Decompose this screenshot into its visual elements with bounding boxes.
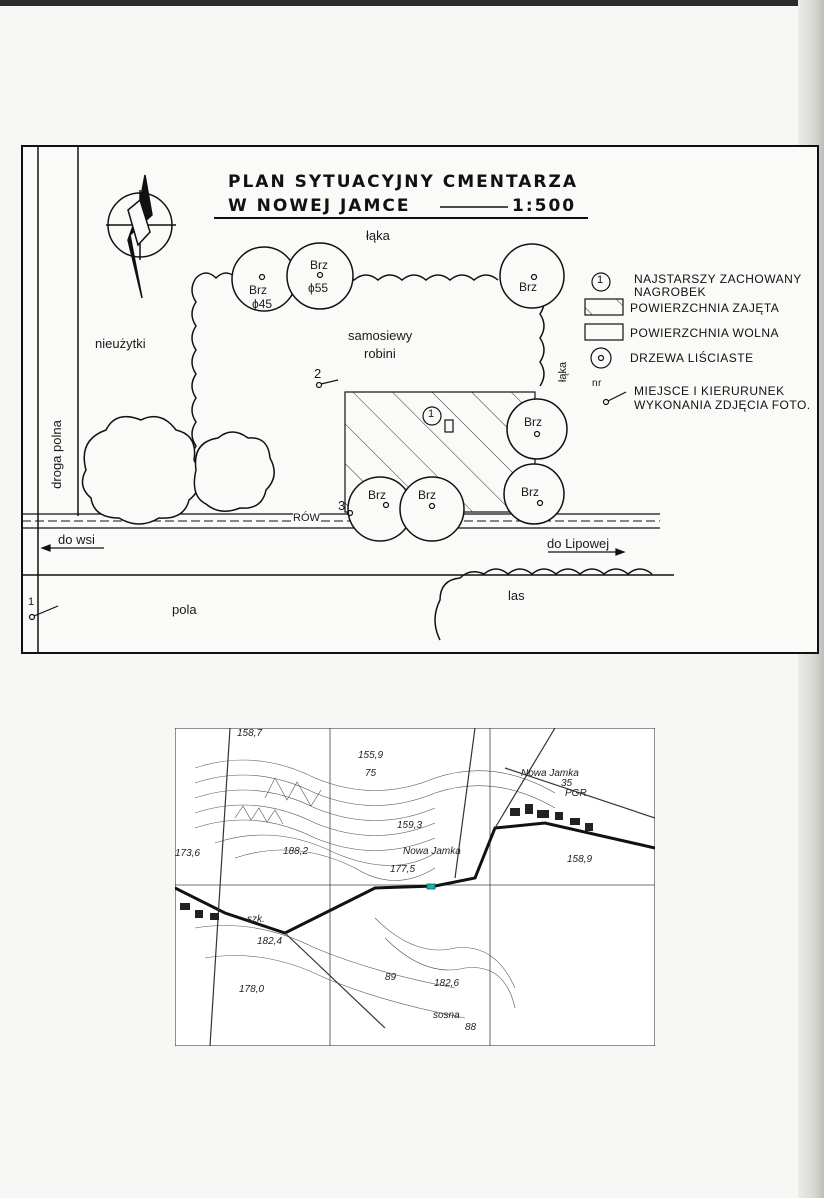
- legend-free: POWIERZCHNIA WOLNA: [630, 326, 780, 340]
- legend-symbol-nr: nr: [592, 378, 602, 389]
- spot-height: 155,9: [358, 750, 384, 761]
- topo-drawing: [175, 728, 655, 1046]
- label-samosiewy: samosiewy: [348, 328, 413, 343]
- spot-height: 182,4: [257, 936, 283, 947]
- label-pola: pola: [172, 602, 197, 617]
- spot-height: 158,7: [237, 728, 263, 739]
- bush-west: [82, 417, 199, 524]
- map-number: 75: [365, 768, 377, 779]
- plan-subtitle: W NOWEJ JAMCE: [228, 196, 411, 216]
- legend-oldest-grave-2: NAGROBEK: [634, 285, 707, 299]
- legend-oldest-grave: NAJSTARSZY ZACHOWANY: [634, 272, 802, 286]
- tree-label: Brz: [249, 283, 267, 297]
- bush-inner: [194, 432, 274, 511]
- tree-label: Brz: [310, 258, 328, 272]
- spot-height: 188,2: [283, 846, 309, 857]
- legend-photo: MIEJSCE I KIERURUNEK: [634, 384, 785, 398]
- place-name: sosna: [433, 1010, 460, 1021]
- spot-height: 177,5: [390, 864, 416, 875]
- photo-point-number: 1: [28, 596, 35, 608]
- grave-number: 1: [428, 408, 435, 420]
- tree-label: Brz: [368, 488, 386, 502]
- label-row: RÓW: [293, 512, 320, 524]
- legend-occupied: POWIERZCHNIA ZAJĘTA: [630, 301, 780, 315]
- map-number: 35: [561, 778, 573, 789]
- map-number: 88: [465, 1022, 477, 1033]
- tree-diameter: ϕ55: [308, 281, 329, 295]
- tree-label: Brz: [418, 488, 436, 502]
- place-name: PGR: [565, 788, 587, 799]
- plan-title: PLAN SYTUACYJNY CMENTARZA: [228, 172, 578, 192]
- map-number: 89: [385, 972, 397, 983]
- spot-height: 159,3: [397, 820, 423, 831]
- place-name: Nowa Jamka: [403, 846, 461, 857]
- label-do-lipowej: do Lipowej: [547, 536, 610, 551]
- label-laka-side: łąka: [557, 361, 570, 383]
- spot-height: 182,6: [434, 978, 460, 989]
- tree-label: Brz: [524, 415, 542, 429]
- photo-point-number: 3: [338, 498, 346, 513]
- photo-point-number: 2: [314, 366, 322, 381]
- label-nieuzytki: nieużytki: [95, 336, 146, 351]
- label-do-wsi: do wsi: [58, 532, 95, 547]
- tree-label: Brz: [521, 485, 539, 499]
- legend-symbol-grave: 1: [597, 274, 604, 286]
- tree-label: Brz: [519, 280, 537, 294]
- label-droga-polna: droga polna: [48, 420, 64, 489]
- label-robini: robini: [364, 346, 396, 361]
- legend-trees: DRZEWA LIŚCIASTE: [630, 351, 754, 365]
- place-name: Nowa Jamka: [521, 768, 579, 779]
- map-number: 158,9: [567, 854, 593, 865]
- tree-diameter: ϕ45: [252, 297, 273, 311]
- label-laka-top: łąka: [366, 228, 390, 243]
- plan-scale: 1:500: [512, 196, 577, 216]
- label-las: las: [508, 588, 525, 603]
- topographic-map: [175, 728, 655, 1046]
- spot-height: 178,0: [239, 984, 265, 995]
- cemetery-location-marker: [427, 884, 435, 889]
- legend-photo-2: WYKONANIA ZDJĘCIA FOTO.: [634, 398, 811, 412]
- spot-height: 173,6: [175, 848, 201, 859]
- place-name: szk.: [247, 914, 265, 925]
